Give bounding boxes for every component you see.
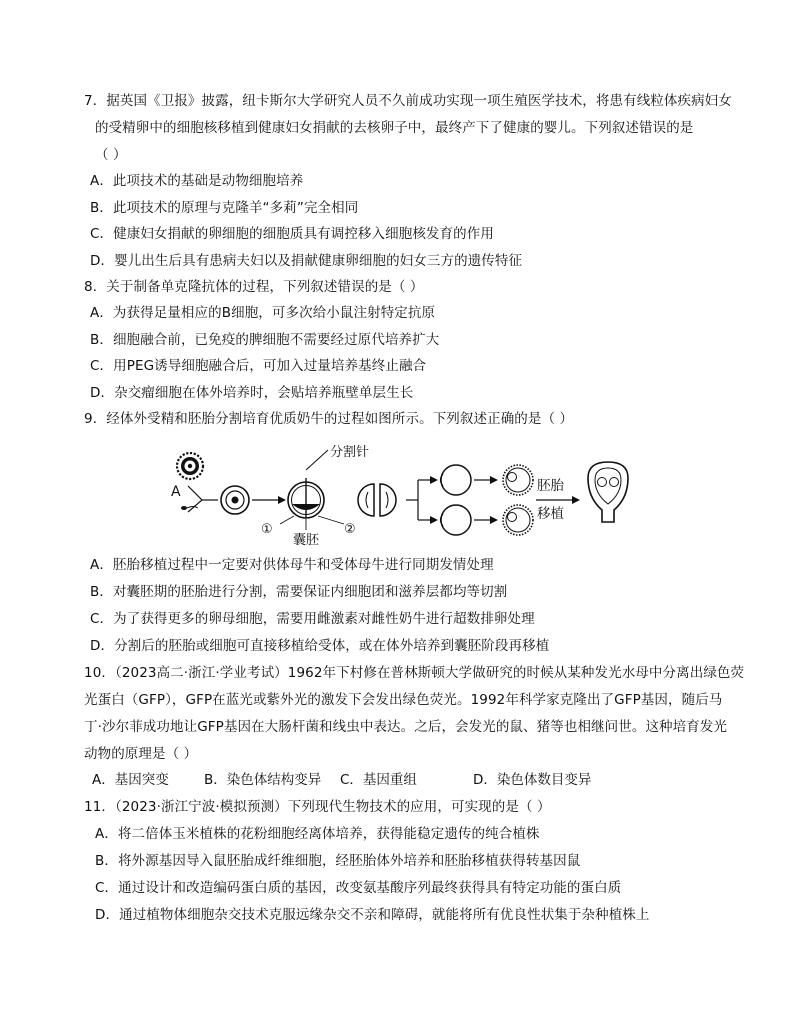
blastocyst-top xyxy=(503,465,533,495)
blastocyst-bottom xyxy=(503,505,533,535)
q9-option-b: B．对囊胚期的胚胎进行分割，需要保证内细胞团和滋养层都均等切割 xyxy=(90,584,508,600)
label-circle-1: ① xyxy=(261,522,273,537)
q9-option-a: A．胚胎移植过程中一定要对供体母牛和受体母牛进行同期发情处理 xyxy=(90,557,494,573)
label-circle-2: ② xyxy=(344,522,356,537)
split-halves-figure xyxy=(358,484,396,516)
q8-option-c: C．用PEG诱导细胞融合后，可加入过量培养基终止融合 xyxy=(90,358,427,374)
label-blastocyst: 囊胚 xyxy=(293,533,320,546)
q10-choice-b: B．染色体结构变异 xyxy=(204,772,322,788)
q9-option-c: C．为了获得更多的卵母细胞，需要用雌激素对雌性奶牛进行超数排卵处理 xyxy=(90,611,535,627)
q7-option-d: D．婴儿出生后具有患病夫妇以及捐献健康卵细胞的妇女三方的遗传特征 xyxy=(90,253,523,269)
q7-answer-bracket: （ ） xyxy=(95,147,127,163)
q10-stem-line-2: 光蛋白（GFP），GFP在蓝光或紫外光的激发下会发出绿色荧光。1992年科学家克隆出了GFP基因，随后马 xyxy=(84,692,723,708)
q11-option-c: C．通过设计和改造编码蛋白质的基因，改变氨基酸序列最终获得具有特定功能的蛋白质 xyxy=(95,880,622,896)
rounded-embryo-bottom xyxy=(441,505,472,535)
q7-stem-line-2: 的受精卵中的细胞核移植到健康妇女捐献的去核卵子中，最终产下了健康的婴儿。下列叙述错误的是 xyxy=(95,120,694,136)
q9-stem: 9．经体外受精和胚胎分割培育优质奶牛的过程如图所示。下列叙述正确的是（ ） xyxy=(84,411,574,427)
sperm-figure xyxy=(181,506,198,510)
q11-option-b: B．将外源基因导入鼠胚胎成纤维细胞，经胚胎体外培养和胚胎移植获得转基因鼠 xyxy=(95,853,581,869)
q8-stem: 8．关于制备单克隆抗体的过程，下列叙述错误的是（ ） xyxy=(84,279,424,295)
q10-choice-d: D．染色体数目变异 xyxy=(473,772,592,788)
label-transfer: 移植 xyxy=(537,506,564,522)
label-embryo: 胚胎 xyxy=(537,478,564,494)
label-splitting-needle: 分割针 xyxy=(330,445,370,460)
q10-stem-line-4: 动物的原理是（ ） xyxy=(84,746,198,762)
q11-stem: 11．（2023·浙江宁波·模拟预测）下列现代生物技术的应用，可实现的是（ ） xyxy=(84,799,551,815)
q9-option-d: D．分割后的胚胎或细胞可直接移植给受体，或在体外培养到囊胚阶段再移植 xyxy=(90,638,550,654)
oocyte-figure xyxy=(177,453,203,479)
embryo-splitting-diagram xyxy=(168,440,638,546)
q7-stem-line-1: 7．据英国《卫报》披露，纽卡斯尔大学研究人员不久前成功实现一项生殖医学技术，将患有线粒体疾病妇女 xyxy=(84,93,732,109)
rounded-embryo-top xyxy=(441,465,472,495)
q8-option-a: A．为获得足量相应的B细胞，可多次给小鼠注射特定抗原 xyxy=(90,305,436,321)
q10-choice-a: A．基因突变 xyxy=(92,772,169,788)
q7-option-b: B．此项技术的原理与克隆羊“多莉”完全相同 xyxy=(90,200,359,216)
q10-stem-line-1: 10．（2023高二·浙江·学业考试）1962年下村修在普林斯顿大学做研究的时候从某种发光水母中分离出绿色荧 xyxy=(84,665,745,681)
q10-choices xyxy=(92,771,692,789)
q8-option-d: D．杂交瘤细胞在体外培养时，会贴培养瓶壁单层生长 xyxy=(90,385,414,401)
zygote-figure xyxy=(221,486,249,514)
blastocyst-figure xyxy=(288,450,328,518)
uterus-figure xyxy=(588,462,628,522)
label-a: A xyxy=(171,484,181,500)
q11-option-a: A．将二倍体玉米植株的花粉细胞经离体培养，获得能稳定遗传的纯合植株 xyxy=(95,826,540,842)
q7-option-a: A．此项技术的基础是动物细胞培养 xyxy=(90,173,304,189)
q7-option-c: C．健康妇女捐献的卵细胞的细胞质具有调控移入细胞核发育的作用 xyxy=(90,226,494,242)
q11-option-d: D．通过植物体细胞杂交技术克服远缘杂交不亲和障碍，就能将所有优良性状集于杂种植株上 xyxy=(95,907,650,923)
q10-choice-c: C．基因重组 xyxy=(340,772,417,788)
q10-stem-line-3: 丁·沙尔菲成功地让GFP基因在大肠杆菌和线虫中表达。之后，会发光的鼠、猪等也相继问世。这种培育发光 xyxy=(84,719,728,735)
q8-option-b: B．细胞融合前，已免疫的脾细胞不需要经过原代培养扩大 xyxy=(90,332,440,348)
